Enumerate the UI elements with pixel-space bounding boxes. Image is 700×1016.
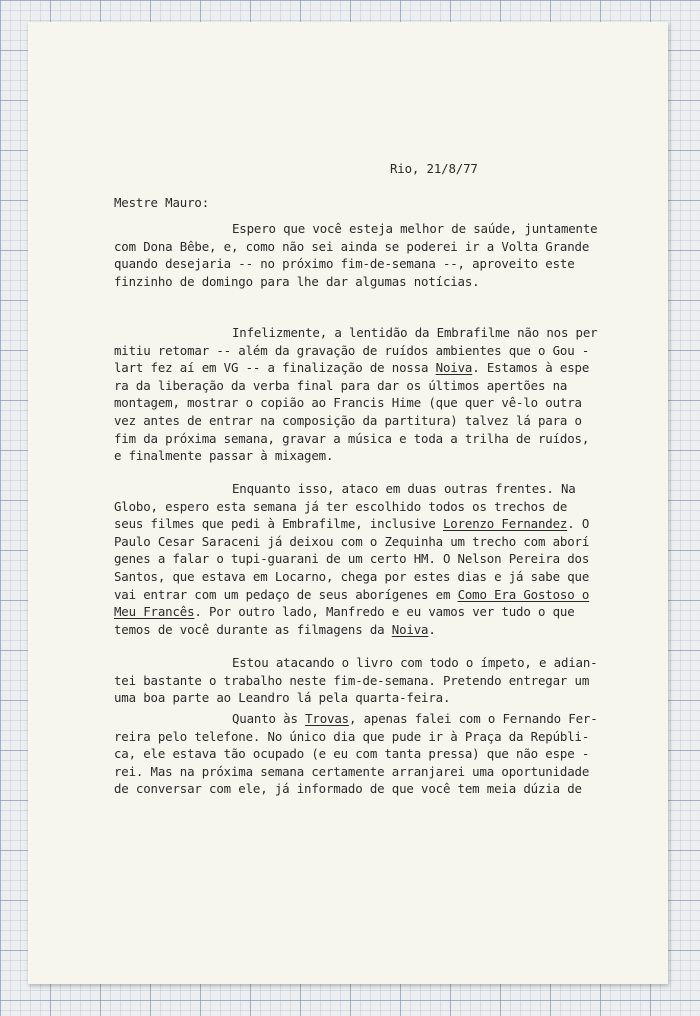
text-segment: temos de você durante as filmagens da xyxy=(114,621,392,637)
text-segment: . O xyxy=(567,516,590,532)
text-segment: Infelizmente, a lentidão da Embrafilme não nos per xyxy=(232,325,598,340)
letter-line xyxy=(232,220,598,237)
underlined-title: Lorenzo Fernandez xyxy=(442,516,568,532)
letter-line xyxy=(114,430,589,447)
letter-line xyxy=(232,654,598,671)
text-segment: Globo, espero esta semana já ter escolhido todos os trechos de xyxy=(114,498,568,514)
text-segment: Estou atacando o livro com todo o ímpeto, e adian- xyxy=(232,655,598,670)
underlined-title: Noiva xyxy=(391,621,429,637)
letter-line xyxy=(114,586,589,603)
text-segment: uma boa parte ao Leandro lá pela quarta-feira. xyxy=(114,690,451,706)
letter-line xyxy=(114,238,589,255)
letter-line xyxy=(114,745,589,762)
text-segment: seus filmes que pedi à Embrafilme, inclusive xyxy=(114,516,443,532)
letter-line xyxy=(114,255,575,272)
text-segment: , apenas falei com o Fernando Fer- xyxy=(348,711,598,726)
letter-line xyxy=(114,447,333,464)
letter-line xyxy=(114,568,589,585)
text-segment: Espero que você esteja melhor de saúde, juntamente xyxy=(232,221,598,236)
letter-line xyxy=(114,689,450,706)
text-segment: Santos, que estava em Locarno, chega por estes dias e já sabe que xyxy=(114,569,590,584)
text-segment: vez antes de entrar na composição da partitura) talvez lá para o xyxy=(114,413,582,428)
text-segment: . xyxy=(428,621,436,637)
letter-line xyxy=(114,728,589,745)
text-segment: . Por outro lado, Manfredo e eu vamos ver tudo o que xyxy=(194,604,575,620)
text-segment: Enquanto isso, ataco em duas outras frentes. Na xyxy=(232,481,576,496)
letter-line xyxy=(114,763,589,780)
letter-line xyxy=(114,533,589,550)
letter-line xyxy=(114,412,582,429)
letter-sheet xyxy=(28,22,668,984)
text-segment: fim da próxima semana, gravar a música e toda a trilha de ruídos, xyxy=(114,430,590,446)
text-segment: Paulo Cesar Saraceni já deixou com o Zequinha um trecho com aborí xyxy=(114,533,590,549)
letter-line xyxy=(114,342,589,359)
text-segment: montagem, mostrar o copião ao Francis Hime (que quer vê-lo outra xyxy=(114,395,582,411)
text-segment: mitiu retomar -- além da gravação de ruídos ambientes que o Gou - xyxy=(114,342,590,358)
underlined-title: Noiva xyxy=(435,360,473,376)
letter-salutation: Mestre Mauro: xyxy=(114,195,210,210)
letter-line xyxy=(114,621,436,638)
text-segment: tei bastante o trabalho neste fim-de-semana. Pretendo entregar um xyxy=(114,672,590,688)
text-segment: com Dona Bêbe, e, como não sei ainda se poderei ir a Volta Grande xyxy=(114,238,590,254)
text-segment: ra da liberação da verba final para dar os últimos apertões na xyxy=(114,377,568,393)
letter-line xyxy=(114,603,575,620)
underlined-title: Como Era Gostoso o xyxy=(457,586,590,602)
letter-line xyxy=(114,672,589,689)
text-segment: finzinho de domingo para lhe dar algumas notícias. xyxy=(114,273,480,289)
letter-line xyxy=(114,515,589,532)
letter-line xyxy=(114,550,589,567)
text-segment: genes a falar o tupi-guarani de um certo HM. O Nelson Pereira dos xyxy=(114,551,590,567)
text-segment: reira pelo telefone. No único dia que pude ir à Praça da Repúbli- xyxy=(114,728,590,744)
text-segment: lart fez aí em VG -- a finalização de nossa xyxy=(114,360,436,376)
letter-line xyxy=(114,780,582,797)
text-segment: . Estamos à espe xyxy=(472,360,590,376)
letter-body xyxy=(28,22,668,797)
text-segment: ca, ele estava tão ocupado (e eu com tanta pressa) que não espe - xyxy=(114,746,590,762)
text-segment: quando desejaria -- no próximo fim-de-semana --, aproveito este xyxy=(114,256,575,272)
letter-line xyxy=(114,359,589,376)
underlined-title: Meu Francês xyxy=(114,604,195,620)
letter-line xyxy=(232,480,576,497)
text-segment: de conversar com ele, já informado de que você tem meia dúzia de xyxy=(114,781,582,797)
underlined-title: Trovas xyxy=(305,711,349,726)
letter-line xyxy=(232,324,598,341)
letter-line xyxy=(114,394,582,411)
letter-line xyxy=(232,710,598,727)
letter-date: Rio, 21/8/77 xyxy=(390,161,478,176)
text-segment: e finalmente passar à mixagem. xyxy=(114,448,334,464)
text-segment: Quanto às xyxy=(232,711,306,726)
letter-line xyxy=(114,377,567,394)
letter-line xyxy=(114,273,480,290)
letter-line xyxy=(114,498,567,515)
text-segment: vai entrar com um pedaço de seus aborígenes em xyxy=(114,586,458,602)
text-segment: rei. Mas na próxima semana certamente arranjarei uma oportunidade xyxy=(114,763,590,779)
